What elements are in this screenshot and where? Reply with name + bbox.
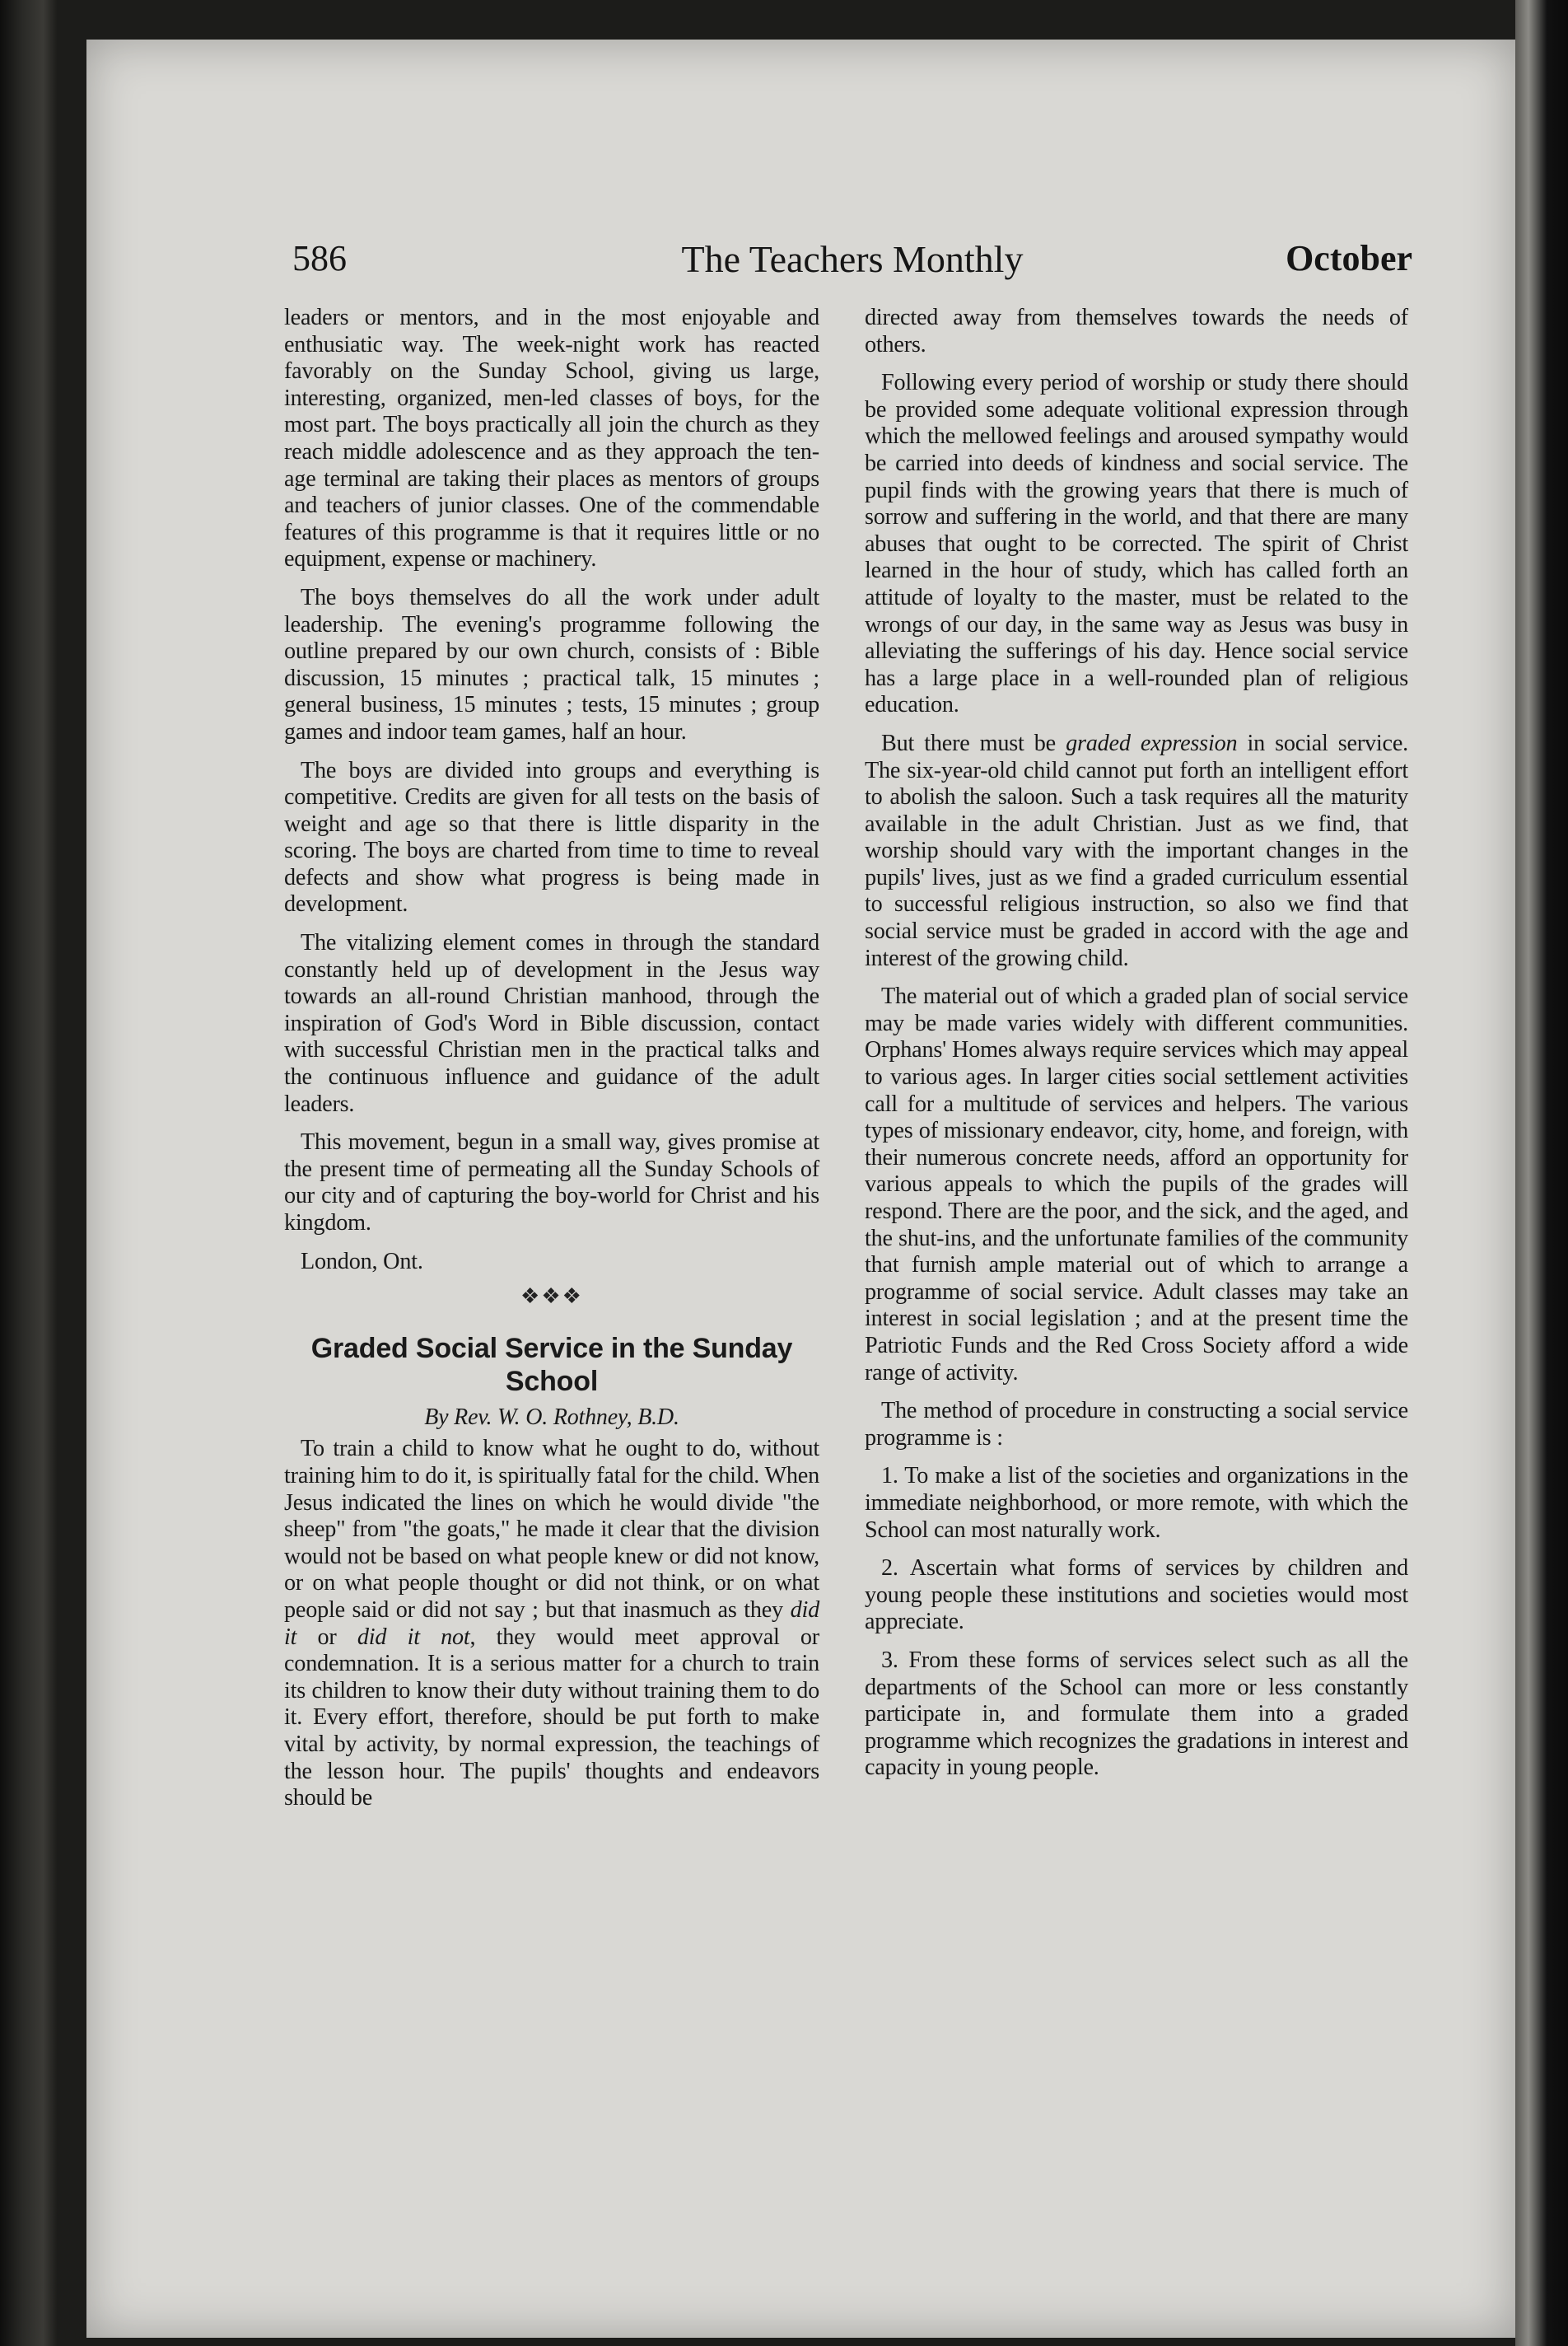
paragraph: The boys are divided into groups and everything is competitive. Credits are given for all tests on the basis of weight and age so that there is little disparity in the scoring. The boys are charted from time to time to reveal defects and show what progress is being made in development.	[284, 757, 819, 918]
list-item: 2. Ascertain what forms of services by children and young people these institutions and societies would most appreciate.	[865, 1555, 1408, 1635]
page-number: 586	[292, 238, 347, 278]
paragraph: The method of procedure in constructing a social service programme is :	[865, 1398, 1408, 1451]
text-run: To train a child to know what he ought to do, without training him to do it, is spiritually fatal for the child. When Jesus indicated the lines on which he would divide "the sheep" from "the goats," he made it clear that the division would not be based on what people knew or did not know, or on what people thought or did not think, or on what people said or did not say ; but that inasmuch as they	[284, 1436, 819, 1623]
paragraph	[865, 731, 1408, 972]
left-column	[284, 305, 819, 1824]
emphasis-text: did it not	[357, 1624, 470, 1650]
article-byline: By Rev. W. O. Rothney, B.D.	[424, 1404, 679, 1430]
list-item: 3. From these forms of services select such as all the departments of the School can more or less constantly participate in, and formulate them into a graded programme which recognizes the gradations in interest and capacity in young people.	[865, 1647, 1408, 1781]
page-header	[292, 237, 1412, 295]
paragraph: leaders or mentors, and in the most enjoyable and enthusiatic way. The week-night work has reacted favorably on the Sunday School, giving us large, interesting, organized, men-led classes of boys, for the most part. The boys practically all join the church as they reach middle adolescence and as they approach the ten-age terminal are taking their places as mentors of groups and teachers of junior classes. One of the commendable features of this programme is that it requires little or no equipment, expense or machinery.	[284, 305, 819, 572]
paragraph	[284, 1436, 819, 1811]
emphasis-text: graded expression	[1066, 730, 1238, 756]
emphasis-text: did it	[284, 1596, 819, 1650]
publication-title: The Teachers Monthly	[681, 238, 1024, 280]
issue-month: October	[1286, 238, 1412, 278]
paragraph: directed away from themselves towards the needs of others.	[865, 305, 1408, 358]
text-run: or	[296, 1624, 357, 1650]
paragraph: The boys themselves do all the work under adult leadership. The evening's programme following the outline prepared by our own church, consists of : Bible discussion, 15 minutes ; practical talk, 15 minutes ; general business, 15 minutes ; tests, 15 minutes ; group games and indoor team games, half an hour.	[284, 584, 819, 745]
article-title: Graded Social Service in the Sunday School	[310, 1332, 793, 1397]
book-binding-right	[1515, 0, 1568, 2346]
text-run: , they would meet approval or condemnation. It is a serious matter for a church to train its children to know their duty without training them to do it. Every effort, therefore, should be put forth to make vital by activity, by normal expression, the teachings of the lesson hour. The pupils' thoughts and endeavors should be	[284, 1624, 819, 1811]
paragraph: Following every period of worship or study there should be provided some adequate volitional expression through which the mellowed feelings and aroused sympathy would be carried into deeds of kindness and social service. The pupil finds with the growing years that there is much of sorrow and suffering in the world, and that there are many abuses that ought to be corrected. The spirit of Christ learned in the hour of study, which has called forth an attitude of loyalty to the master, must be related to the wrongs of our day, in the same way as Jesus was busy in alleviating the sufferings of his day. Hence social service has a large place in a well-rounded plan of religious education.	[865, 370, 1408, 718]
text-run: in social service. The six-year-old child cannot put forth an intelligent effort to abolish the saloon. Such a task requires all the maturity available in the adult Christian. Just as we find, that worship should vary with the important changes in the pupils' lives, just as we find a graded curriculum essential to successful religious instruction, so also we find that social service must be graded in accord with the age and interest of the growing child.	[865, 730, 1408, 971]
paragraph: The vitalizing element comes in through the standard constantly held up of development in the Jesus way towards an all-round Christian manhood, through the inspiration of God's Word in Bible discussion, contact with successful Christian men in the practical talks and the continuous influence and guidance of the adult leaders.	[284, 930, 819, 1117]
text-run: But there must be	[881, 730, 1066, 756]
section-ornament: ❖❖❖	[520, 1284, 583, 1309]
right-column	[865, 305, 1408, 1793]
place-signature: London, Ont.	[301, 1248, 423, 1274]
book-binding-left	[0, 0, 58, 2346]
paragraph: This movement, begun in a small way, gives promise at the present time of permeating all the Sunday Schools of our city and of capturing the boy-world for Christ and his kingdom.	[284, 1129, 819, 1236]
list-item: 1. To make a list of the societies and organizations in the immediate neighborhood, or more remote, with which the School can most naturally work.	[865, 1463, 1408, 1543]
paragraph: The material out of which a graded plan of social service may be made varies widely with different communities. Orphans' Homes always require services which may appeal to various ages. In larger cities social settlement activities call for a multitude of services and helpers. The various types of missionary endeavor, city, home, and foreign, with their numerous concrete needs, afford an opportunity for various appeals to which the pupils of the grades will respond. There are the poor, and the sick, and the aged, and the shut-ins, and the unfortunate families of the community that furnish ample material out of which to arrange a programme of social service. Adult classes may take an interest in social legislation ; and at the present time the Patriotic Funds and the Red Cross Society afford a wide range of activity.	[865, 984, 1408, 1386]
